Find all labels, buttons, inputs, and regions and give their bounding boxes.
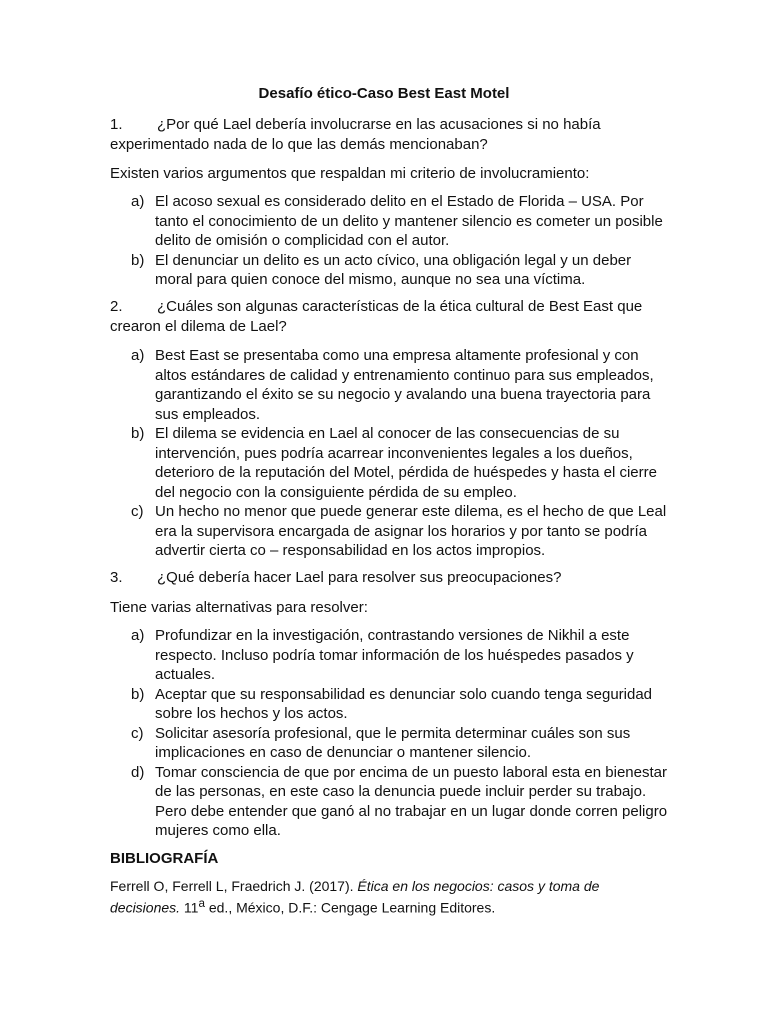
list-marker: c) (131, 724, 144, 742)
reference-edition: 11 (180, 899, 199, 916)
list-item (110, 424, 670, 502)
list-marker: a) (131, 193, 145, 210)
question-3-text: ¿Qué debería hacer Lael para resolver sus preocupaciones? (157, 569, 562, 586)
list-item (110, 346, 670, 424)
list-item-text: El dilema se evidencia en Lael al conocer de las consecuencias de su intervención, pues podría acarrear inconvenientes legales a los dueños, deterioro de la reputación del Motel, pérdida de huéspedes y hasta el cierre del negocio con la consiguiente pérdida de su empleo. (155, 425, 657, 501)
list-item-text: Aceptar que su responsabilidad es denunciar solo cuando tenga seguridad sobre los hechos y los actos. (155, 685, 653, 722)
list-item (110, 724, 670, 763)
document-title: Desafío ético-Caso Best East Motel (258, 85, 510, 102)
reference-book-title: Ética en los negocios: casos y toma de decisiones. (110, 878, 600, 916)
question-1-text: ¿Por qué Lael debería involucrarse en las acusaciones si no había experimentado nada de lo que las demás mencionaban? (110, 116, 601, 153)
list-item (110, 192, 670, 251)
question-2-text: ¿Cuáles son algunas características de la ética cultural de Best East que crearon el dilema de Lael? (110, 298, 643, 335)
list-marker: c) (131, 503, 144, 520)
intro-paragraph-1: Existen varios argumentos que respaldan mi criterio de involucramiento: (110, 165, 590, 182)
list-item (110, 626, 670, 685)
list-marker: b) (131, 251, 145, 269)
question-3-number: 3. (110, 569, 123, 586)
list-item (110, 763, 670, 841)
answer-list-3 (110, 626, 670, 841)
list-marker: a) (131, 627, 145, 644)
intro-paragraph-3: Tiene varias alternativas para resolver: (110, 599, 368, 616)
answer-list-1 (110, 192, 670, 290)
list-item-text: Tomar consciencia de que por encima de un puesto laboral esta en bienestar de las personas, en este caso la denuncia puede incluir perder su trabajo. Pero debe entender que ganó al no trabajar en un lugar donde corren peligro mujeres como ella. (155, 763, 668, 839)
bibliography-entry (110, 877, 670, 917)
list-item-text: El denunciar un delito es un acto cívico, una obligación legal y un deber moral para quien conoce del mismo, aunque no sea una víctima. (155, 251, 632, 288)
list-marker: b) (131, 685, 145, 703)
list-item-text: Un hecho no menor que puede generar este dilema, es el hecho de que Leal era la supervisora encargada de asignar los horarios y por tanto se podría advertir cierta co – responsabilidad en los actos impropios. (155, 503, 667, 559)
reference-authors: Ferrell O, Ferrell L, Fraedrich J. (2017). (110, 878, 358, 894)
question-3 (110, 568, 670, 588)
list-marker: d) (131, 763, 145, 781)
list-item-text: Best East se presentaba como una empresa altamente profesional y con altos estándares de calidad y entrenamiento continuo para sus empleados, garantizando el éxito se su negocio y avalando una buena trayectoria para sus empleados. (155, 347, 654, 423)
bibliography-heading: BIBLIOGRAFÍA (110, 850, 219, 867)
reference-publisher: ed., México, D.F.: Cengage Learning Editores. (204, 899, 496, 916)
list-item-text: Profundizar en la investigación, contrastando versiones de Nikhil a este respecto. Incluso podría tomar información de los huéspedes pasados y actuales. (155, 627, 634, 683)
list-item-text: Solicitar asesoría profesional, que le permita determinar cuáles son sus implicaciones en caso de denunciar o mantener silencio. (155, 724, 631, 761)
list-item (110, 251, 670, 290)
answer-list-2 (110, 346, 670, 561)
list-marker: a) (131, 347, 145, 364)
question-2-number: 2. (110, 298, 123, 315)
question-1-number: 1. (110, 116, 123, 133)
question-2 (110, 297, 670, 336)
question-1 (110, 115, 670, 154)
list-item (110, 685, 670, 724)
list-marker: b) (131, 425, 145, 442)
list-item-text: El acoso sexual es considerado delito en el Estado de Florida – USA. Por tanto el conocimiento de un delito y mantener silencio es cometer un posible delito de omisión o complicidad con el autor. (155, 193, 663, 249)
list-item (110, 502, 670, 561)
reference-edition-superscript: a (198, 897, 205, 910)
